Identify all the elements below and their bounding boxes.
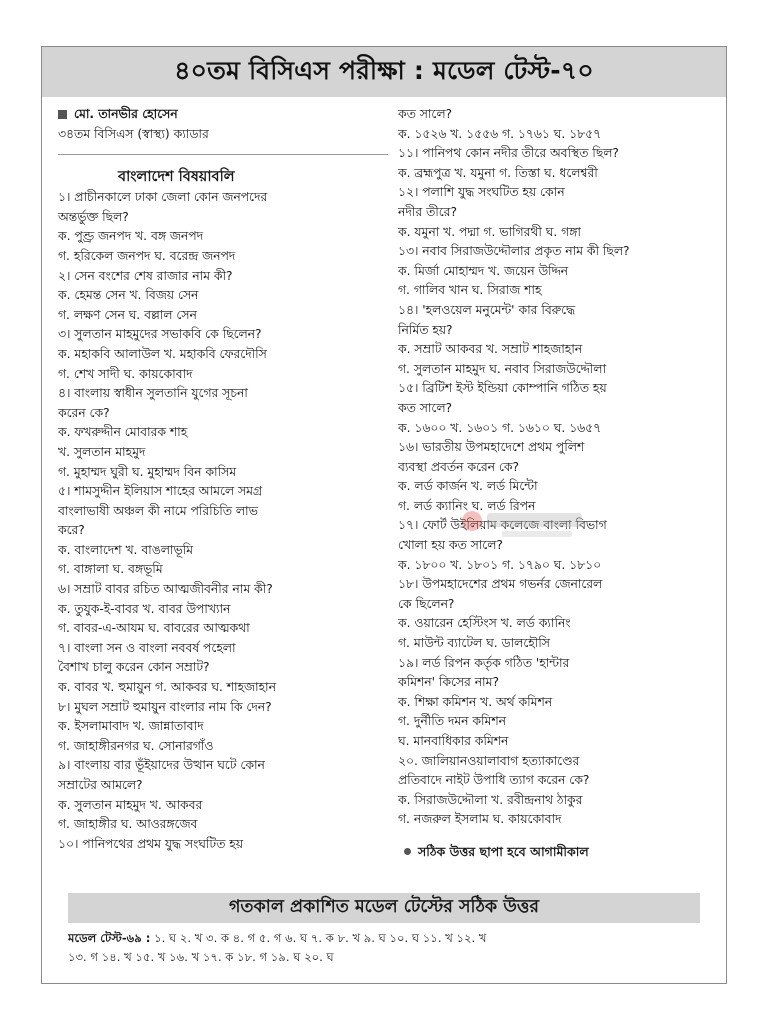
question-line: ৮। মুঘল সম্রাট হুমায়ুন বাংলার নাম কি দেন? (58, 699, 272, 714)
question-line: অন্তর্ভুক্ত ছিল? (58, 209, 129, 224)
question-line: করেন কে? (58, 405, 110, 420)
question-line: ১৩। নবাব সিরাজউদ্দৌলার প্রকৃত নাম কী ছিল? (398, 244, 630, 259)
answers-heading-bar (68, 893, 700, 923)
left-question-list (58, 188, 388, 854)
question-line: সম্রাটের আমলে? (58, 778, 143, 792)
question-line: ক. সুলতান মাহমুদ খ. আকবর (58, 797, 203, 812)
question-line: ২। সেন বংশের শেষ রাজার নাম কী? (58, 268, 233, 283)
question-line: গ. গালিব খান ঘ. সিরাজ শাহ (398, 283, 542, 298)
question-line: নির্মিত হয়? (398, 322, 453, 337)
question-line: প্রতিবাদে নাইট উপাধি ত্যাগ করেন কে? (398, 773, 590, 788)
answers-line-1 (68, 929, 718, 948)
question-line: ৭। বাংলা সন ও বাংলা নববর্ষ পহেলা (58, 640, 236, 655)
question-line: ক. ১৫২৬ খ. ১৫৫৬ গ. ১৭৬১ ঘ. ১৮৫৭ (398, 126, 602, 141)
question-line: নদীর তীরে? (398, 204, 457, 219)
question-line: ক. লর্ড কার্জন খ. লর্ড মিন্টো (398, 479, 538, 494)
answers-heading: গতকাল প্রকাশিত মডেল টেস্টের সঠিক উত্তর (228, 896, 540, 917)
question-line: ক. তুযুক-ই-বাবর খ. বাবর উপাখ্যান (58, 601, 231, 616)
author-name: মো. তানভীর হোসেন (74, 107, 178, 121)
question-line: ক. শিক্ষা কমিশন খ. অর্থ কমিশন (398, 694, 553, 709)
answers-text-1: ১. ঘ ২. খ ৩. ক ৪. গ ৫. গ ৬. ঘ ৭. ক ৮. খ ৯. ঘ ১০. ঘ ১১. খ ১২. খ (154, 931, 487, 945)
question-line: কমিশন' কিসের নাম? (398, 675, 499, 690)
author-role: ৩৪তম বিসিএস (স্বাস্থ্য) ক্যাডার (58, 126, 209, 141)
question-line: কত সালে? (398, 400, 453, 415)
question-line: ১৪। 'হলওয়েল মনুমেন্ট' কার বিরুদ্ধে (398, 302, 576, 317)
question-line: ক. ওয়ারেন হেস্টিংস খ. লর্ড ক্যানিং (398, 616, 571, 631)
question-line: ক. বাংলাদেশ খ. বাঙলাভূমি (58, 542, 193, 557)
question-line: ক. ইসলামাবাদ খ. জান্নাতাবাদ (58, 719, 204, 734)
answers-label: মডেল টেস্ট-৬৯ : (68, 931, 151, 945)
question-line: ২০. জালিয়ানওয়ালাবাগ হত্যাকাণ্ডের (398, 753, 580, 768)
question-line: ৫। শামসুদ্দীন ইলিয়াস শাহের আমলে সমগ্র (58, 484, 263, 499)
question-line: ১৯। লর্ড রিপন কর্তৃক গঠিত 'হান্টার (398, 655, 570, 670)
answers-block (68, 929, 718, 967)
question-line: বৈশাখ চালু করেন কোন সম্রাট? (58, 660, 210, 675)
question-line: গ. নজরুল ইসলাম ঘ. কায়কোবাদ (398, 812, 562, 827)
question-line: ৪। বাংলায় স্বাধীন সুলতানি যুগের সূচনা (58, 386, 248, 401)
question-line: ক. পুণ্ড্র জনপদ খ. বঙ্গ জনপদ (58, 229, 204, 244)
question-line: বাংলাভাষী অঞ্চল কী নামে পরিচিতি লাভ (58, 503, 258, 518)
question-line: ক. বাবর খ. হুমায়ুন গ. আকবর ঘ. শাহজাহান (58, 680, 276, 695)
question-line: ক. ফখরুদ্দীন মোবারক শাহ (58, 425, 188, 440)
question-line: খোলা হয় কত সালে? (398, 538, 503, 553)
section-heading: বাংলাদেশ বিষয়াবলি (118, 169, 235, 186)
left-column (58, 105, 388, 854)
right-question-list (398, 105, 718, 830)
question-line: ক. মহাকবি আলাউল খ. মহাকবি ফেরদৌসি (58, 346, 267, 361)
question-line: ব্যবস্থা প্রবর্তন করেন কে? (398, 459, 520, 474)
question-line: ১২। পলাশি যুদ্ধ সংঘটিত হয় কোন (398, 185, 565, 200)
question-line: গ. হরিকেল জনপদ ঘ. বরেন্দ্র জনপদ (58, 248, 236, 263)
page-title: ৪০তম বিসিএস পরীক্ষা : মডেল টেস্ট-৭০ (174, 55, 594, 85)
question-line: গ. বাঙ্গালা ঘ. বঙ্গভূমি (58, 562, 163, 577)
dot-bullet-icon (404, 848, 411, 855)
question-line: গ. মুহাম্মদ ঘুরী ঘ. মুহাম্মদ বিন কাসিম (58, 464, 237, 479)
divider (58, 154, 388, 155)
question-line: ঘ. মানবাধিকার কমিশন (398, 734, 509, 748)
question-line: গ. লক্ষণ সেন ঘ. বল্লাল সেন (58, 307, 197, 322)
answer-note (398, 842, 718, 862)
question-line: ক. হেমন্ত সেন খ. বিজয় সেন (58, 288, 199, 303)
question-line: ক. সম্রাট আকবর খ. সম্রাট শাহজাহান (398, 342, 583, 357)
article-frame (41, 46, 727, 984)
question-line: গ. দুর্নীতি দমন কমিশন (398, 714, 506, 729)
question-line: গ. জাহাঙ্গীরনগর ঘ. সোনারগাঁও (58, 738, 214, 753)
question-line: ১। প্রাচীনকালে ঢাকা জেলা কোন জনপদের (58, 190, 268, 205)
question-line: গ. জাহাঙ্গীর ঘ. আওরঙ্গজেব (58, 817, 198, 832)
question-line: গ. লর্ড ক্যানিং ঘ. লর্ড রিপন (398, 498, 536, 513)
question-line: ৩। সুলতান মাহমুদের সভাকবি কে ছিলেন? (58, 327, 262, 342)
question-line: ১০। পানিপথের প্রথম যুদ্ধ সংঘটিত হয় (58, 836, 243, 851)
author-line (58, 105, 388, 125)
question-line: ১৮। উপমহাদেশের প্রথম গভর্নর জেনারেল (398, 577, 603, 592)
question-line: করে? (58, 523, 85, 538)
question-line: ১৫। ব্রিটিশ ইস্ট ইন্ডিয়া কোম্পানি গঠিত হয় (398, 381, 607, 396)
question-line: ক. মির্জা মোহাম্মদ খ. জয়েন উদ্দিন (398, 263, 569, 278)
question-line: ১৭। ফোর্ট উইলিয়াম কলেজে বাংলা বিভাগ (398, 518, 607, 533)
question-line: ক. সিরাজউদ্দৌলা খ. রবীন্দ্রনাথ ঠাকুর (398, 792, 583, 807)
question-line: ৬। সম্রাট বাবর রচিত আত্মজীবনীর নাম কী? (58, 582, 273, 597)
square-bullet-icon (58, 110, 67, 119)
question-line: ৯। বাংলায় বার ভূঁইয়াদের উত্থান ঘটে কোন (58, 758, 265, 773)
answer-note-text: সঠিক উত্তর ছাপা হবে আগামীকাল (418, 843, 589, 859)
question-line: গ. বাবর-এ-আযম ঘ. বাবরের আত্মকথা (58, 621, 250, 636)
right-column (398, 105, 718, 862)
question-line: গ. মাউন্ট ব্যাটেল ঘ. ডালহৌসি (398, 636, 550, 651)
question-line: ১৬। ভারতীয় উপমহাদেশে প্রথম পুলিশ (398, 440, 585, 455)
question-line: গ. শেখ সাদী ঘ. কায়কোবাদ (58, 366, 193, 381)
question-line: ক. ১৮০০ খ. ১৮০১ গ. ১৭৯০ ঘ. ১৮১০ (398, 557, 602, 572)
question-line: ক. ১৬০০ খ. ১৬০১ গ. ১৬১০ ঘ. ১৬৫৭ (398, 420, 602, 435)
question-line: কত সালে? (398, 107, 453, 121)
question-line: কে ছিলেন? (398, 596, 455, 611)
question-line: ক. ব্রহ্মপুত্র খ. যমুনা গ. তিস্তা ঘ. ধলেশ্বরী (398, 165, 598, 180)
question-line: খ. সুলতান মাহমুদ (58, 444, 146, 459)
question-line: ক. যমুনা খ. পদ্মা গ. ভাগিরথী ঘ. গঙ্গা (398, 224, 581, 239)
question-line: ১১। পানিপথ কোন নদীর তীরে অবস্থিত ছিল? (398, 146, 619, 161)
question-line: গ. সুলতান মাহমুদ ঘ. নবাব সিরাজউদ্দৌলা (398, 361, 607, 376)
title-bar (42, 47, 726, 97)
answers-line-2: ১৩. গ ১৪. খ ১৫. খ ১৬. খ ১৭. ক ১৮. গ ১৯. ঘ ২০. ঘ (68, 950, 334, 964)
